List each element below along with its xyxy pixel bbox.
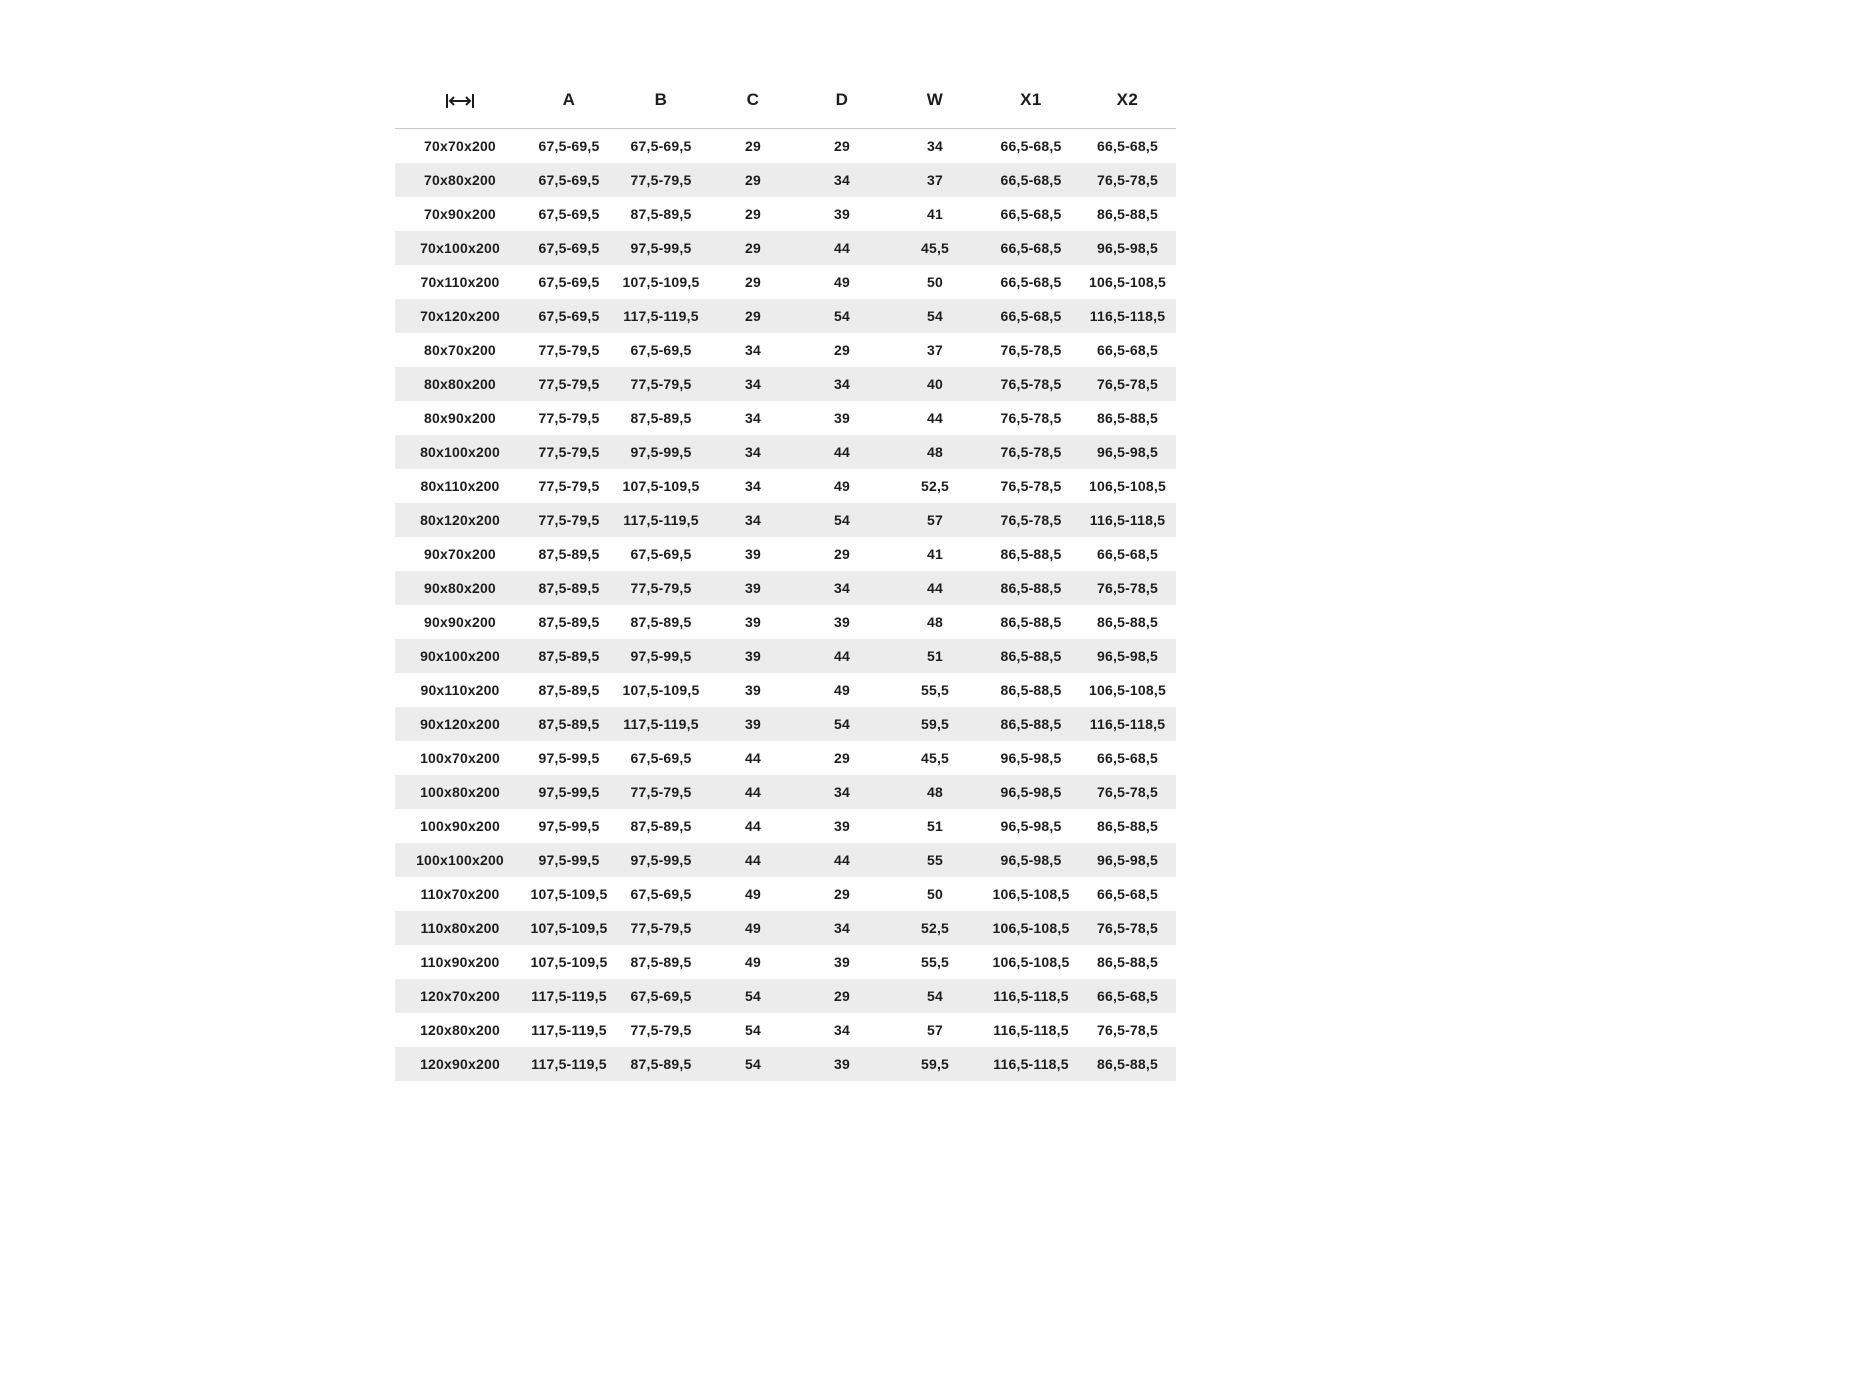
value-cell: 107,5-109,5 [530, 920, 608, 936]
value-cell: 29 [745, 240, 761, 256]
table-row [395, 333, 1176, 367]
table-row [395, 197, 1176, 231]
value-cell: 87,5-89,5 [538, 546, 600, 562]
value-cell: 86,5-88,5 [1097, 954, 1158, 970]
value-cell: 67,5-69,5 [630, 342, 692, 358]
table-row [395, 707, 1176, 741]
value-cell: 107,5-109,5 [530, 954, 608, 970]
value-cell: 87,5-89,5 [630, 1056, 692, 1072]
value-cell: 77,5-79,5 [538, 478, 600, 494]
value-cell: 67,5-69,5 [538, 206, 600, 222]
value-cell: 87,5-89,5 [630, 954, 692, 970]
value-cell: 52,5 [920, 920, 950, 936]
value-cell: 34 [745, 342, 761, 358]
value-cell: 87,5-89,5 [538, 580, 600, 596]
value-cell: 39 [745, 580, 761, 596]
size-cell: 110x80x200 [420, 920, 500, 936]
value-cell: 76,5-78,5 [1000, 478, 1062, 494]
table-row [395, 1013, 1176, 1047]
value-cell: 96,5-98,5 [1097, 444, 1158, 460]
value-cell: 67,5-69,5 [538, 172, 600, 188]
column-header-w: W [887, 72, 983, 129]
value-cell: 66,5-68,5 [1097, 138, 1158, 154]
size-cell: 100x90x200 [420, 818, 500, 834]
value-cell: 116,5-118,5 [993, 1056, 1069, 1072]
size-cell: 70x80x200 [424, 172, 496, 188]
value-cell: 51 [927, 648, 943, 664]
value-cell: 45,5 [920, 750, 950, 766]
size-cell: 80x70x200 [424, 342, 496, 358]
table-row [395, 843, 1176, 877]
value-cell: 44 [834, 648, 850, 664]
value-cell: 107,5-109,5 [622, 478, 700, 494]
value-cell: 44 [834, 240, 850, 256]
size-cell: 90x120x200 [420, 716, 500, 732]
value-cell: 76,5-78,5 [1097, 580, 1158, 596]
value-cell: 34 [745, 410, 761, 426]
size-cell: 100x70x200 [420, 750, 500, 766]
value-cell: 106,5-108,5 [992, 920, 1070, 936]
value-cell: 45,5 [920, 240, 950, 256]
value-cell: 67,5-69,5 [630, 750, 692, 766]
value-cell: 29 [834, 988, 850, 1004]
table-row [395, 775, 1176, 809]
value-cell: 97,5-99,5 [630, 444, 692, 460]
value-cell: 96,5-98,5 [1000, 784, 1062, 800]
size-cell: 90x80x200 [424, 580, 496, 596]
value-cell: 55,5 [920, 954, 950, 970]
table-row [395, 741, 1176, 775]
value-cell: 97,5-99,5 [630, 852, 692, 868]
table-row [395, 469, 1176, 503]
value-cell: 67,5-69,5 [630, 988, 692, 1004]
column-header-d: D [797, 72, 887, 129]
value-cell: 86,5-88,5 [1000, 716, 1062, 732]
value-cell: 67,5-69,5 [538, 308, 600, 324]
table-row [395, 1047, 1176, 1081]
value-cell: 87,5-89,5 [630, 206, 692, 222]
value-cell: 76,5-78,5 [1000, 512, 1062, 528]
table-row [395, 673, 1176, 707]
value-cell: 57 [927, 512, 943, 528]
value-cell: 97,5-99,5 [538, 818, 600, 834]
value-cell: 67,5-69,5 [538, 138, 600, 154]
value-cell: 44 [834, 852, 850, 868]
table-row [395, 163, 1176, 197]
value-cell: 117,5-119,5 [531, 1022, 607, 1038]
value-cell: 49 [834, 274, 850, 290]
value-cell: 59,5 [920, 716, 950, 732]
value-cell: 107,5-109,5 [622, 682, 700, 698]
value-cell: 48 [927, 444, 943, 460]
value-cell: 34 [834, 580, 850, 596]
size-cell: 70x100x200 [420, 240, 500, 256]
value-cell: 39 [745, 614, 761, 630]
table-row [395, 265, 1176, 299]
value-cell: 86,5-88,5 [1000, 648, 1062, 664]
value-cell: 76,5-78,5 [1097, 1022, 1158, 1038]
value-cell: 77,5-79,5 [630, 376, 692, 392]
size-cell: 90x90x200 [424, 614, 496, 630]
value-cell: 34 [745, 444, 761, 460]
value-cell: 116,5-118,5 [1089, 308, 1166, 324]
value-cell: 96,5-98,5 [1000, 852, 1062, 868]
value-cell: 116,5-118,5 [993, 988, 1069, 1004]
value-cell: 29 [834, 750, 850, 766]
column-header-a: A [525, 72, 613, 129]
column-header-b: B [613, 72, 709, 129]
table-row [395, 571, 1176, 605]
value-cell: 34 [834, 920, 850, 936]
value-cell: 39 [745, 682, 761, 698]
value-cell: 41 [927, 206, 943, 222]
value-cell: 34 [927, 138, 943, 154]
value-cell: 117,5-119,5 [623, 308, 699, 324]
value-cell: 29 [834, 138, 850, 154]
value-cell: 55,5 [920, 682, 950, 698]
value-cell: 51 [927, 818, 943, 834]
value-cell: 59,5 [920, 1056, 950, 1072]
size-cell: 90x110x200 [420, 682, 500, 698]
value-cell: 66,5-68,5 [1000, 274, 1062, 290]
value-cell: 107,5-109,5 [530, 886, 608, 902]
column-header-x2: X2 [1079, 72, 1176, 129]
value-cell: 86,5-88,5 [1000, 580, 1062, 596]
value-cell: 34 [834, 1022, 850, 1038]
value-cell: 66,5-68,5 [1000, 172, 1062, 188]
value-cell: 50 [927, 886, 943, 902]
value-cell: 96,5-98,5 [1097, 240, 1158, 256]
value-cell: 39 [834, 614, 850, 630]
value-cell: 49 [745, 954, 761, 970]
value-cell: 77,5-79,5 [630, 1022, 692, 1038]
value-cell: 54 [927, 308, 943, 324]
value-cell: 97,5-99,5 [538, 852, 600, 868]
table-row [395, 979, 1176, 1013]
value-cell: 54 [834, 512, 850, 528]
value-cell: 55 [927, 852, 943, 868]
value-cell: 77,5-79,5 [630, 920, 692, 936]
value-cell: 76,5-78,5 [1000, 410, 1062, 426]
value-cell: 76,5-78,5 [1097, 172, 1158, 188]
value-cell: 39 [834, 410, 850, 426]
table-row [395, 537, 1176, 571]
value-cell: 86,5-88,5 [1097, 1056, 1158, 1072]
value-cell: 86,5-88,5 [1097, 206, 1158, 222]
column-header-c: C [709, 72, 797, 129]
value-cell: 77,5-79,5 [538, 410, 600, 426]
value-cell: 66,5-68,5 [1097, 546, 1158, 562]
value-cell: 29 [745, 138, 761, 154]
value-cell: 44 [927, 580, 943, 596]
value-cell: 106,5-108,5 [1089, 274, 1166, 290]
value-cell: 54 [745, 1022, 761, 1038]
value-cell: 96,5-98,5 [1097, 648, 1158, 664]
value-cell: 49 [834, 478, 850, 494]
size-cell: 80x80x200 [424, 376, 496, 392]
table-row [395, 129, 1176, 164]
value-cell: 77,5-79,5 [538, 342, 600, 358]
table-header [395, 72, 1176, 129]
value-cell: 77,5-79,5 [538, 376, 600, 392]
size-cell: 70x110x200 [420, 274, 500, 290]
value-cell: 44 [927, 410, 943, 426]
value-cell: 49 [834, 682, 850, 698]
value-cell: 66,5-68,5 [1000, 138, 1062, 154]
value-cell: 39 [745, 546, 761, 562]
value-cell: 37 [927, 172, 943, 188]
value-cell: 48 [927, 784, 943, 800]
value-cell: 44 [745, 750, 761, 766]
value-cell: 49 [745, 886, 761, 902]
value-cell: 67,5-69,5 [630, 546, 692, 562]
value-cell: 76,5-78,5 [1000, 342, 1062, 358]
value-cell: 41 [927, 546, 943, 562]
value-cell: 66,5-68,5 [1000, 240, 1062, 256]
value-cell: 87,5-89,5 [538, 716, 600, 732]
value-cell: 29 [834, 886, 850, 902]
table-row [395, 945, 1176, 979]
value-cell: 87,5-89,5 [630, 410, 692, 426]
size-cell: 80x100x200 [420, 444, 500, 460]
value-cell: 116,5-118,5 [1089, 716, 1166, 732]
value-cell: 86,5-88,5 [1097, 818, 1158, 834]
value-cell: 117,5-119,5 [531, 1056, 607, 1072]
value-cell: 86,5-88,5 [1000, 546, 1062, 562]
value-cell: 66,5-68,5 [1097, 750, 1158, 766]
value-cell: 86,5-88,5 [1000, 614, 1062, 630]
value-cell: 116,5-118,5 [993, 1022, 1069, 1038]
value-cell: 77,5-79,5 [538, 512, 600, 528]
size-cell: 80x110x200 [420, 478, 500, 494]
value-cell: 48 [927, 614, 943, 630]
size-cell: 90x70x200 [424, 546, 496, 562]
value-cell: 34 [834, 172, 850, 188]
width-dimension-icon [445, 93, 475, 109]
value-cell: 77,5-79,5 [538, 444, 600, 460]
value-cell: 29 [745, 206, 761, 222]
value-cell: 57 [927, 1022, 943, 1038]
value-cell: 76,5-78,5 [1000, 376, 1062, 392]
value-cell: 29 [745, 308, 761, 324]
value-cell: 86,5-88,5 [1097, 410, 1158, 426]
value-cell: 66,5-68,5 [1097, 886, 1158, 902]
value-cell: 34 [745, 512, 761, 528]
table-row [395, 231, 1176, 265]
value-cell: 39 [834, 206, 850, 222]
value-cell: 97,5-99,5 [630, 240, 692, 256]
table-body [395, 129, 1176, 1082]
value-cell: 77,5-79,5 [630, 784, 692, 800]
table-row [395, 299, 1176, 333]
value-cell: 39 [834, 818, 850, 834]
value-cell: 66,5-68,5 [1097, 988, 1158, 1004]
value-cell: 116,5-118,5 [1089, 512, 1166, 528]
value-cell: 97,5-99,5 [630, 648, 692, 664]
value-cell: 97,5-99,5 [538, 750, 600, 766]
value-cell: 44 [745, 784, 761, 800]
table-row [395, 809, 1176, 843]
value-cell: 96,5-98,5 [1000, 750, 1062, 766]
value-cell: 67,5-69,5 [630, 138, 692, 154]
value-cell: 66,5-68,5 [1000, 308, 1062, 324]
value-cell: 39 [834, 954, 850, 970]
value-cell: 87,5-89,5 [538, 682, 600, 698]
value-cell: 117,5-119,5 [623, 512, 699, 528]
value-cell: 87,5-89,5 [630, 818, 692, 834]
size-cell: 110x90x200 [420, 954, 500, 970]
value-cell: 39 [745, 716, 761, 732]
table-row [395, 503, 1176, 537]
value-cell: 66,5-68,5 [1000, 206, 1062, 222]
size-cell: 80x120x200 [420, 512, 500, 528]
value-cell: 49 [745, 920, 761, 936]
value-cell: 54 [834, 716, 850, 732]
value-cell: 54 [745, 988, 761, 1004]
value-cell: 96,5-98,5 [1000, 818, 1062, 834]
value-cell: 76,5-78,5 [1097, 920, 1158, 936]
value-cell: 54 [834, 308, 850, 324]
value-cell: 107,5-109,5 [622, 274, 700, 290]
size-cell: 70x90x200 [424, 206, 496, 222]
dimensions-table-container [395, 72, 1176, 1081]
value-cell: 29 [745, 274, 761, 290]
value-cell: 96,5-98,5 [1097, 852, 1158, 868]
table-row [395, 639, 1176, 673]
value-cell: 29 [834, 546, 850, 562]
value-cell: 97,5-99,5 [538, 784, 600, 800]
value-cell: 34 [834, 784, 850, 800]
value-cell: 29 [834, 342, 850, 358]
value-cell: 77,5-79,5 [630, 580, 692, 596]
value-cell: 39 [745, 648, 761, 664]
column-header-x1: X1 [983, 72, 1079, 129]
value-cell: 117,5-119,5 [531, 988, 607, 1004]
value-cell: 34 [834, 376, 850, 392]
value-cell: 87,5-89,5 [538, 614, 600, 630]
table-row [395, 367, 1176, 401]
value-cell: 34 [745, 478, 761, 494]
size-cell: 90x100x200 [420, 648, 500, 664]
value-cell: 50 [927, 274, 943, 290]
value-cell: 67,5-69,5 [538, 274, 600, 290]
value-cell: 67,5-69,5 [630, 886, 692, 902]
table-row [395, 401, 1176, 435]
size-cell: 80x90x200 [424, 410, 496, 426]
value-cell: 52,5 [920, 478, 950, 494]
value-cell: 29 [745, 172, 761, 188]
value-cell: 34 [745, 376, 761, 392]
value-cell: 77,5-79,5 [630, 172, 692, 188]
table-row [395, 435, 1176, 469]
table-row [395, 911, 1176, 945]
size-cell: 110x70x200 [420, 886, 500, 902]
size-cell: 120x70x200 [420, 988, 500, 1004]
dimensions-table [395, 72, 1176, 1081]
table-header-row [395, 72, 1176, 129]
value-cell: 76,5-78,5 [1000, 444, 1062, 460]
value-cell: 44 [745, 818, 761, 834]
size-cell: 100x80x200 [420, 784, 500, 800]
value-cell: 106,5-108,5 [1089, 682, 1166, 698]
value-cell: 106,5-108,5 [1089, 478, 1166, 494]
value-cell: 76,5-78,5 [1097, 784, 1158, 800]
size-cell: 120x80x200 [420, 1022, 500, 1038]
value-cell: 86,5-88,5 [1097, 614, 1158, 630]
size-cell: 120x90x200 [420, 1056, 500, 1072]
value-cell: 76,5-78,5 [1097, 376, 1158, 392]
table-row [395, 877, 1176, 911]
size-cell: 100x100x200 [416, 852, 504, 868]
value-cell: 86,5-88,5 [1000, 682, 1062, 698]
value-cell: 117,5-119,5 [623, 716, 699, 732]
value-cell: 67,5-69,5 [538, 240, 600, 256]
size-cell: 70x120x200 [420, 308, 500, 324]
value-cell: 44 [745, 852, 761, 868]
table-row [395, 605, 1176, 639]
value-cell: 87,5-89,5 [630, 614, 692, 630]
value-cell: 40 [927, 376, 943, 392]
value-cell: 54 [745, 1056, 761, 1072]
value-cell: 54 [927, 988, 943, 1004]
value-cell: 106,5-108,5 [992, 886, 1070, 902]
value-cell: 106,5-108,5 [992, 954, 1070, 970]
size-column-header [395, 72, 525, 129]
value-cell: 87,5-89,5 [538, 648, 600, 664]
value-cell: 39 [834, 1056, 850, 1072]
value-cell: 37 [927, 342, 943, 358]
value-cell: 44 [834, 444, 850, 460]
value-cell: 66,5-68,5 [1097, 342, 1158, 358]
size-cell: 70x70x200 [424, 138, 496, 154]
